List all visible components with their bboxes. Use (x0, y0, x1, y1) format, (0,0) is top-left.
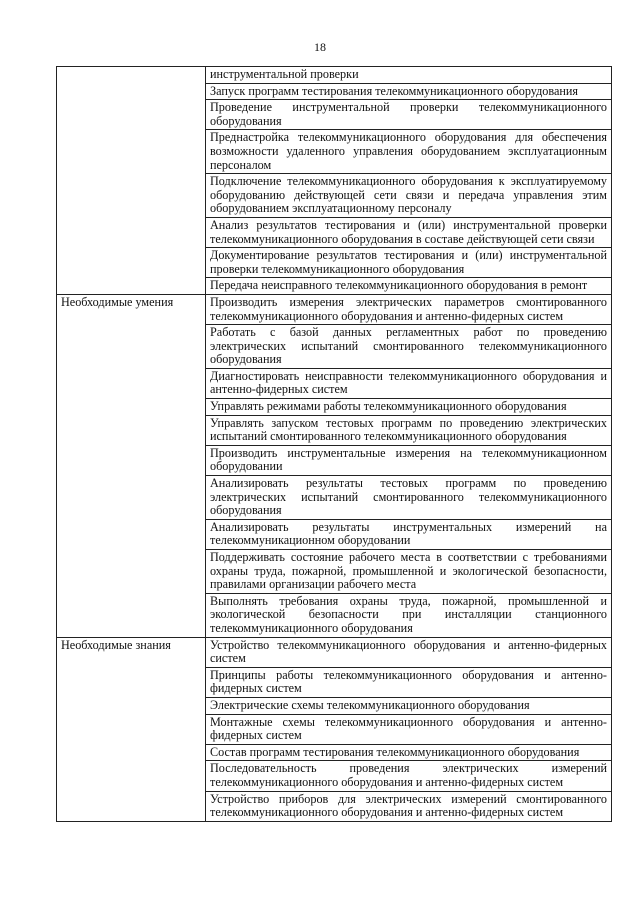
requirement-cell: инструментальной проверки (206, 67, 612, 84)
requirement-cell: Принципы работы телекоммуникационного оборудования и антенно-фидерных систем (206, 667, 612, 697)
requirement-cell: Передача неисправного телекоммуникационного оборудования в ремонт (206, 278, 612, 295)
requirement-cell: Устройство телекоммуникационного оборудования и антенно-фидерных систем (206, 637, 612, 667)
table-row (57, 637, 612, 667)
requirement-cell: Управлять запуском тестовых программ по проведению электрических испытаний смонтированного телекоммуникационного оборудования (206, 415, 612, 445)
requirement-cell: Запуск программ тестирования телекоммуникационного оборудования (206, 83, 612, 100)
requirement-cell: Подключение телекоммуникационного оборудования к эксплуатируемому оборудованию действующей сети связи и передача управления этим оборудованием эксплуатационному персоналу (206, 174, 612, 218)
requirement-cell: Последовательность проведения электрических измерений телекоммуникационного оборудования и антенно-фидерных систем (206, 761, 612, 791)
page-number: 18 (314, 40, 326, 54)
requirement-cell: Проведение инструментальной проверки телекоммуникационного оборудования (206, 100, 612, 130)
requirement-cell: Диагностировать неисправности телекоммуникационного оборудования и антенно-фидерных систем (206, 368, 612, 398)
requirement-cell: Электрические схемы телекоммуникационного оборудования (206, 697, 612, 714)
section-label-cell: Необходимые знания (57, 637, 206, 821)
table-row (57, 294, 612, 324)
requirement-cell: Поддерживать состояние рабочего места в соответствии с требованиями охраны труда, пожарной, промышленной и экологической безопасности, правилами организации рабочего места (206, 550, 612, 594)
requirement-cell: Анализировать результаты инструментальных измерений на телекоммуникационном оборудовании (206, 519, 612, 549)
requirement-cell: Производить измерения электрических параметров смонтированного телекоммуникационного оборудования и антенно-фидерных систем (206, 294, 612, 324)
requirement-cell: Состав программ тестирования телекоммуникационного оборудования (206, 744, 612, 761)
section-label-cell (57, 67, 206, 295)
requirement-cell: Управлять режимами работы телекоммуникационного оборудования (206, 399, 612, 416)
table-row (57, 67, 612, 84)
requirement-cell: Анализировать результаты тестовых программ по проведению электрических испытаний смонтированного телекоммуникационного оборудования (206, 476, 612, 520)
requirement-cell: Производить инструментальные измерения на телекоммуникационном оборудовании (206, 445, 612, 475)
requirement-cell: Документирование результатов тестирования и (или) инструментальной проверки телекоммуникационного оборудования (206, 248, 612, 278)
requirement-cell: Устройство приборов для электрических измерений смонтированного телекоммуникационного оборудования и антенно-фидерных систем (206, 791, 612, 821)
requirement-cell: Анализ результатов тестирования и (или) инструментальной проверки телекоммуникационного оборудования в составе действующей сети связи (206, 217, 612, 247)
requirements-table-body (57, 67, 612, 822)
requirement-cell: Преднастройка телекоммуникационного оборудования для обеспечения возможности удаленного управления оборудованием эксплуатационным персоналом (206, 130, 612, 174)
section-label-cell: Необходимые умения (57, 294, 206, 637)
requirement-cell: Выполнять требования охраны труда, пожарной, промышленной и экологической безопасности при инсталляции станционного телекоммуникационного оборудования (206, 593, 612, 637)
requirements-table (56, 66, 612, 822)
requirement-cell: Монтажные схемы телекоммуникационного оборудования и антенно-фидерных систем (206, 714, 612, 744)
requirement-cell: Работать с базой данных регламентных работ по проведению электрических испытаний смонтированного телекоммуникационного оборудования (206, 325, 612, 369)
